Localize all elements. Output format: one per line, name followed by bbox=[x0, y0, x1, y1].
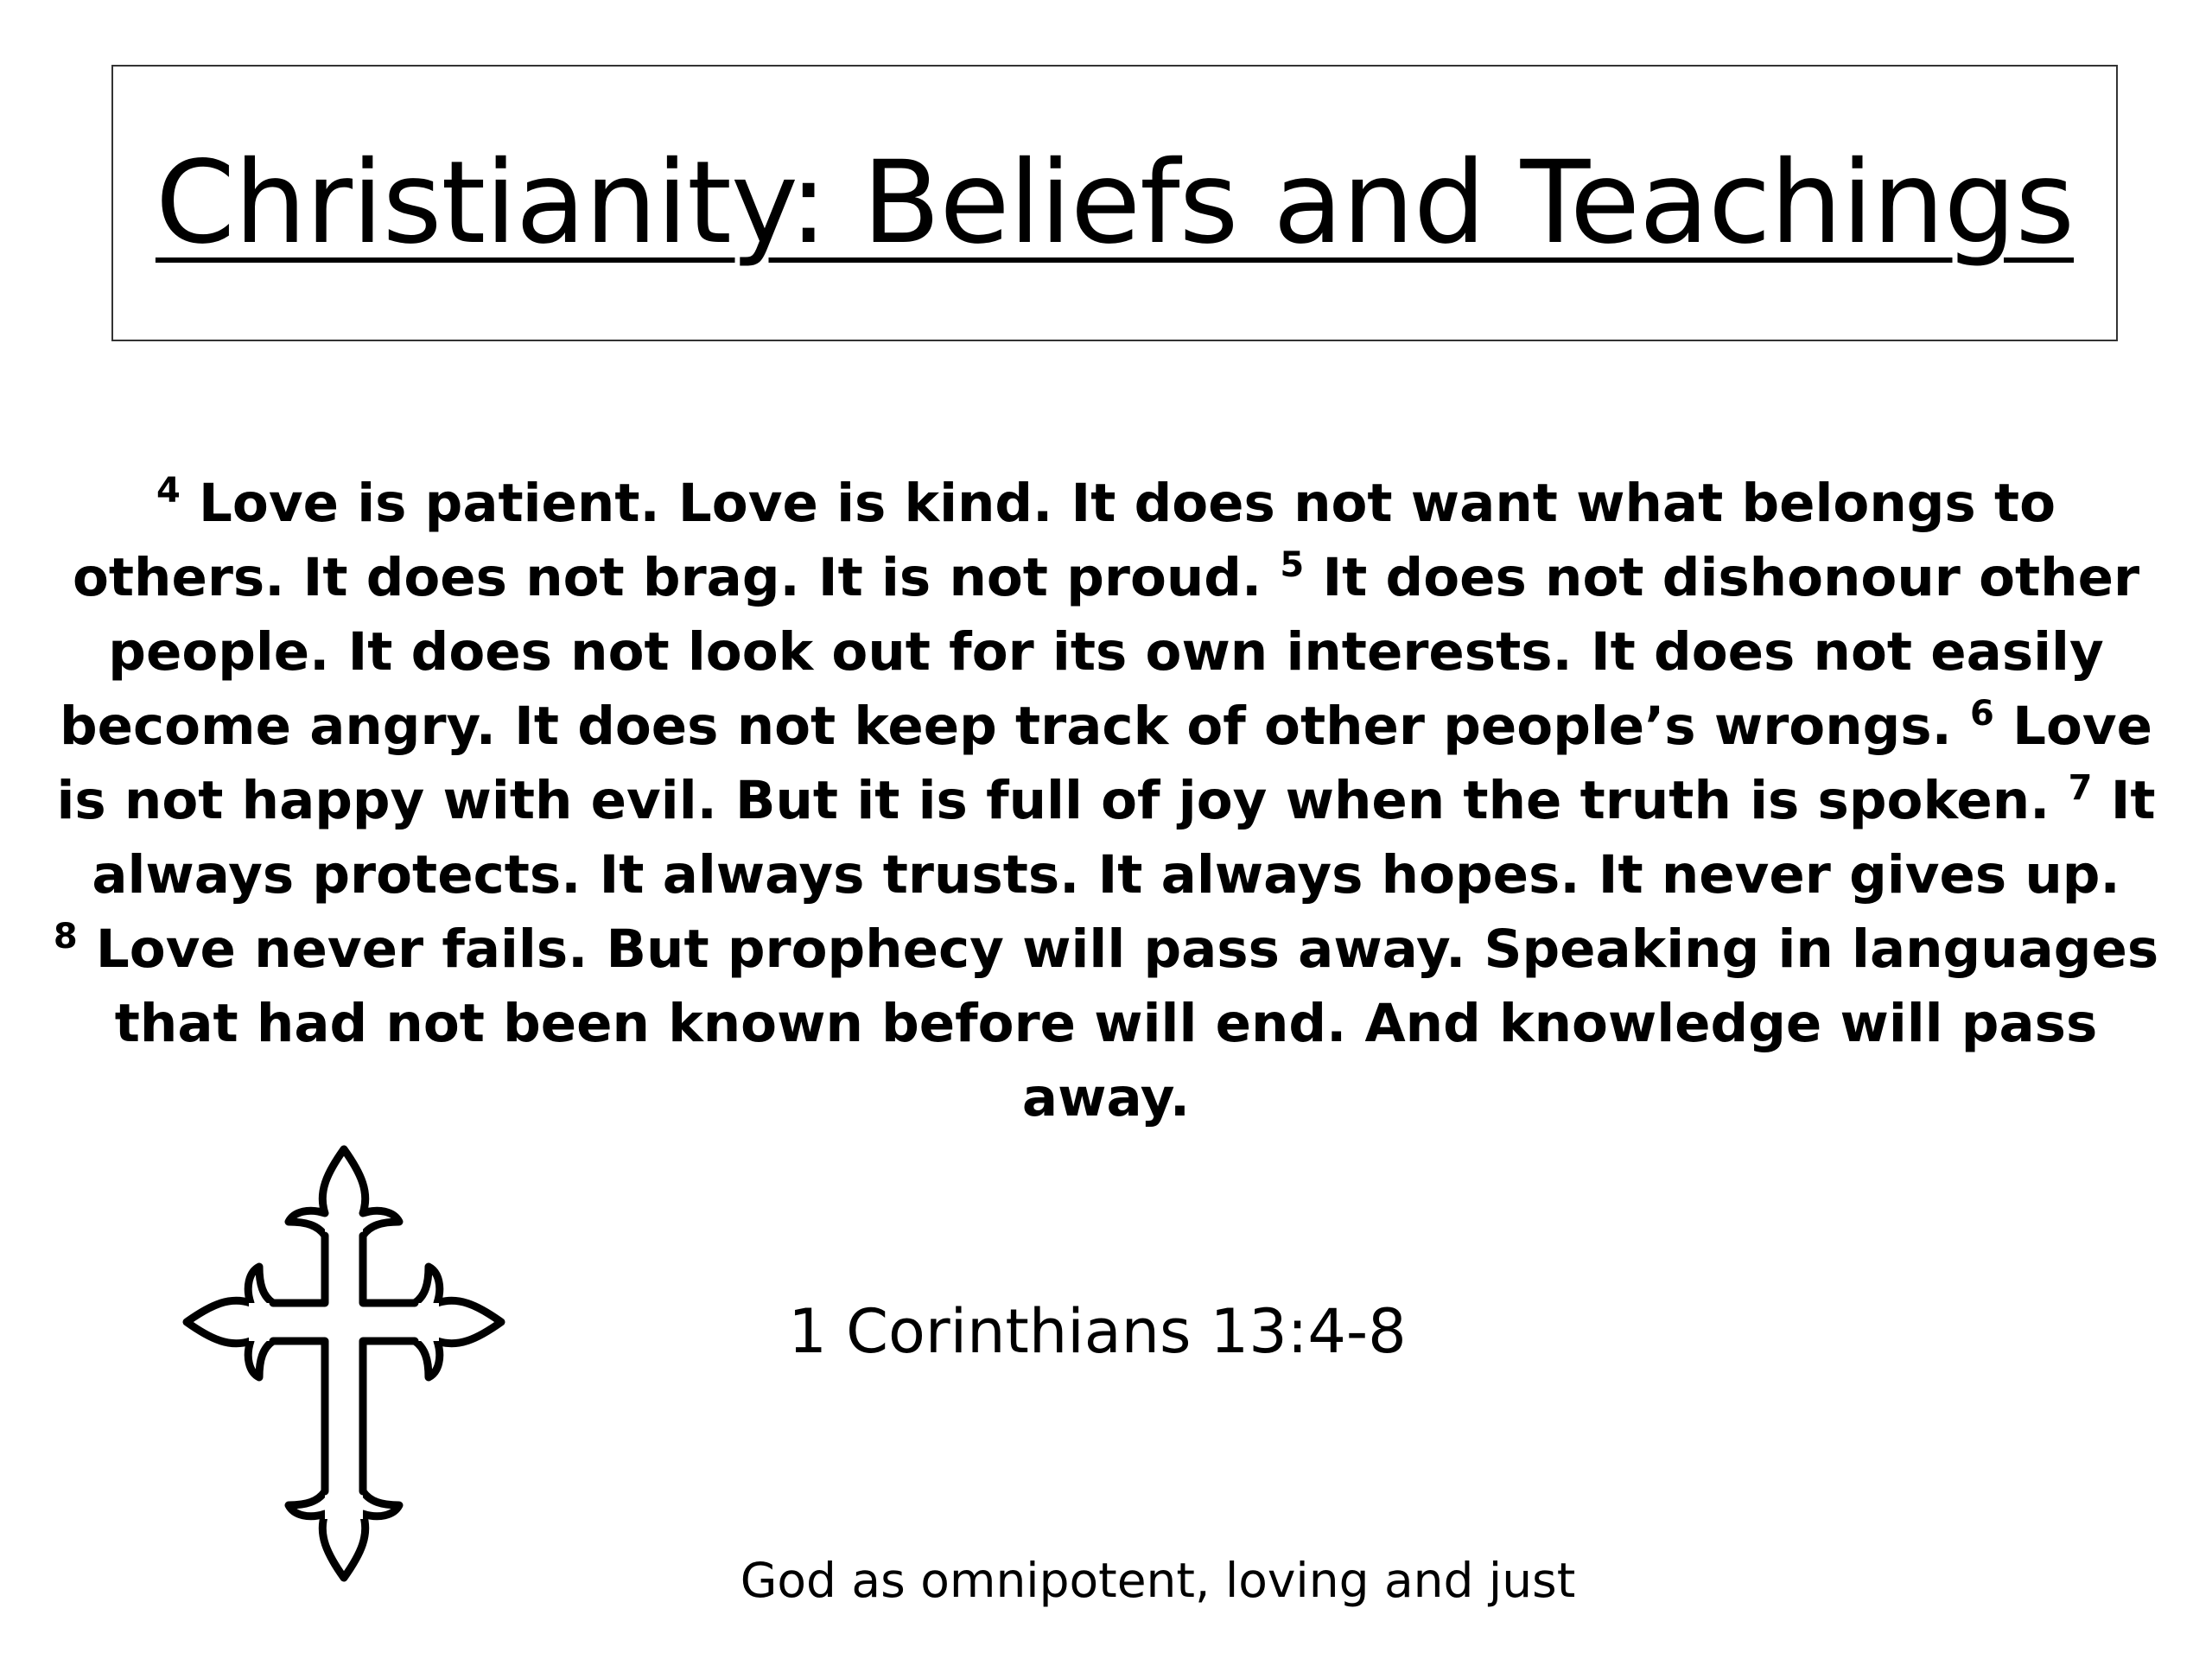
verse-7-text: It always protects. It always trusts. It always hopes. It never gives up. bbox=[92, 770, 2156, 906]
verse-4-text: Love is patient. Love is kind. It does not want what belongs to others. It does not brag. It is not proud. bbox=[72, 473, 2056, 608]
verse-number-5: 5 bbox=[1280, 545, 1305, 585]
page-title: Christianity: Beliefs and Teachings bbox=[155, 137, 2075, 270]
scripture-reference: 1 Corinthians 13:4-8 bbox=[788, 1296, 1407, 1367]
verse-number-6: 6 bbox=[1970, 694, 1994, 734]
title-box bbox=[111, 65, 2118, 341]
verse-number-8: 8 bbox=[53, 917, 78, 957]
verse-8-text: Love never fails. But prophecy will pass away. Speaking in languages that had not been known before will end. And knowledge will pass away. bbox=[95, 918, 2159, 1128]
verse-5-text: It does not dishonour other people. It does not look out for its own interests. It does not easily become angry. It does not keep track of other people’s wrongs. bbox=[59, 547, 2140, 757]
verse-number-4: 4 bbox=[156, 471, 181, 511]
slide-caption: God as omnipotent, loving and just bbox=[740, 1553, 1576, 1608]
verse-6-text: Love is not happy with evil. But it is full of joy when the truth is spoken. bbox=[56, 696, 2153, 831]
verse-number-7: 7 bbox=[2068, 768, 2093, 808]
scripture-passage bbox=[43, 467, 2169, 1135]
cross-icon bbox=[180, 1139, 508, 1588]
